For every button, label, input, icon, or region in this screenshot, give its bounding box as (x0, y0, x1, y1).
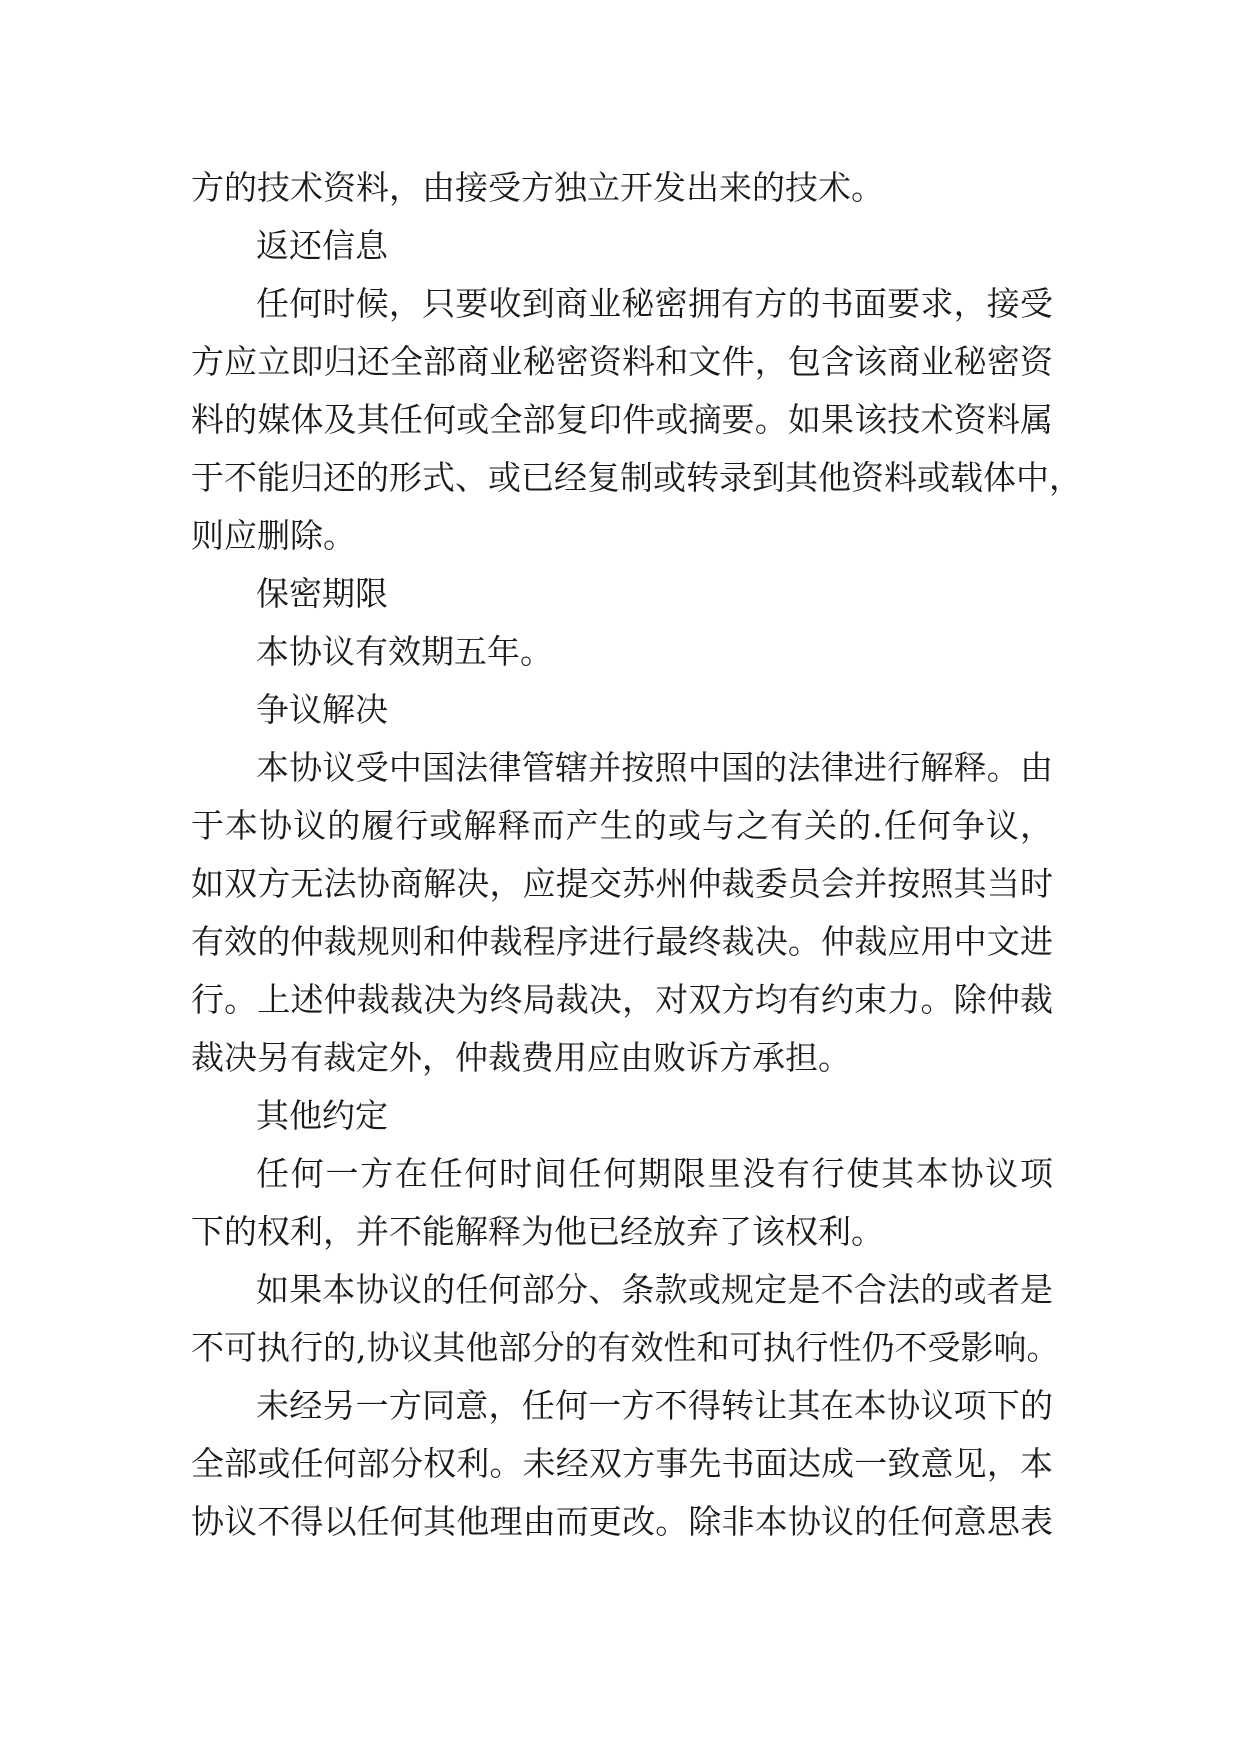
paragraph-line: 未经另一方同意，任何一方不得转让其在本协议项下的 (256, 1386, 1053, 1425)
paragraph-line: 则应删除。 (191, 516, 356, 555)
paragraph-line: 有效的仲裁规则和仲裁程序进行最终裁决。仲裁应用中文进 (191, 922, 1053, 961)
text-line: 方的技术资料，由接受方独立开发出来的技术。 (191, 168, 884, 207)
paragraph-line: 裁决另有裁定外，仲裁费用应由败诉方承担。 (191, 1038, 851, 1077)
paragraph-line: 协议不得以任何其他理由而更改。除非本协议的任何意思表 (191, 1502, 1053, 1541)
paragraph-line: 于本协议的履行或解释而产生的或与之有关的.任何争议， (191, 806, 1053, 845)
section-heading-confidentiality-period: 保密期限 (256, 574, 388, 613)
paragraph-line: 于不能归还的形式、或已经复制或转录到其他资料或载体中， (191, 458, 1082, 497)
paragraph-line: 任何时候，只要收到商业秘密拥有方的书面要求，接受 (256, 284, 1053, 323)
paragraph-line: 如果本协议的任何部分、条款或规定是不合法的或者是 (256, 1270, 1053, 1309)
paragraph-line: 本协议有效期五年。 (256, 632, 553, 671)
section-heading-return-info: 返还信息 (256, 226, 388, 265)
paragraph-line: 方应立即归还全部商业秘密资料和文件，包含该商业秘密资 (191, 342, 1053, 381)
section-heading-dispute-resolution: 争议解决 (256, 690, 388, 729)
paragraph-line: 如双方无法协商解决，应提交苏州仲裁委员会并按照其当时 (191, 864, 1053, 903)
section-heading-other-terms: 其他约定 (256, 1096, 388, 1135)
paragraph-line: 料的媒体及其任何或全部复印件或摘要。如果该技术资料属 (191, 400, 1053, 439)
paragraph-line: 全部或任何部分权利。未经双方事先书面达成一致意见，本 (191, 1444, 1053, 1483)
paragraph-line: 行。上述仲裁裁决为终局裁决，对双方均有约束力。除仲裁 (191, 980, 1053, 1019)
paragraph-line: 下的权利，并不能解释为他已经放弃了该权利。 (191, 1212, 884, 1251)
paragraph-line: 本协议受中国法律管辖并按照中国的法律进行解释。由 (256, 748, 1053, 787)
paragraph-line: 任何一方在任何时间任何期限里没有行使其本协议项 (256, 1154, 1053, 1193)
paragraph-line: 不可执行的,协议其他部分的有效性和可执行性仍不受影响。 (191, 1328, 1060, 1367)
